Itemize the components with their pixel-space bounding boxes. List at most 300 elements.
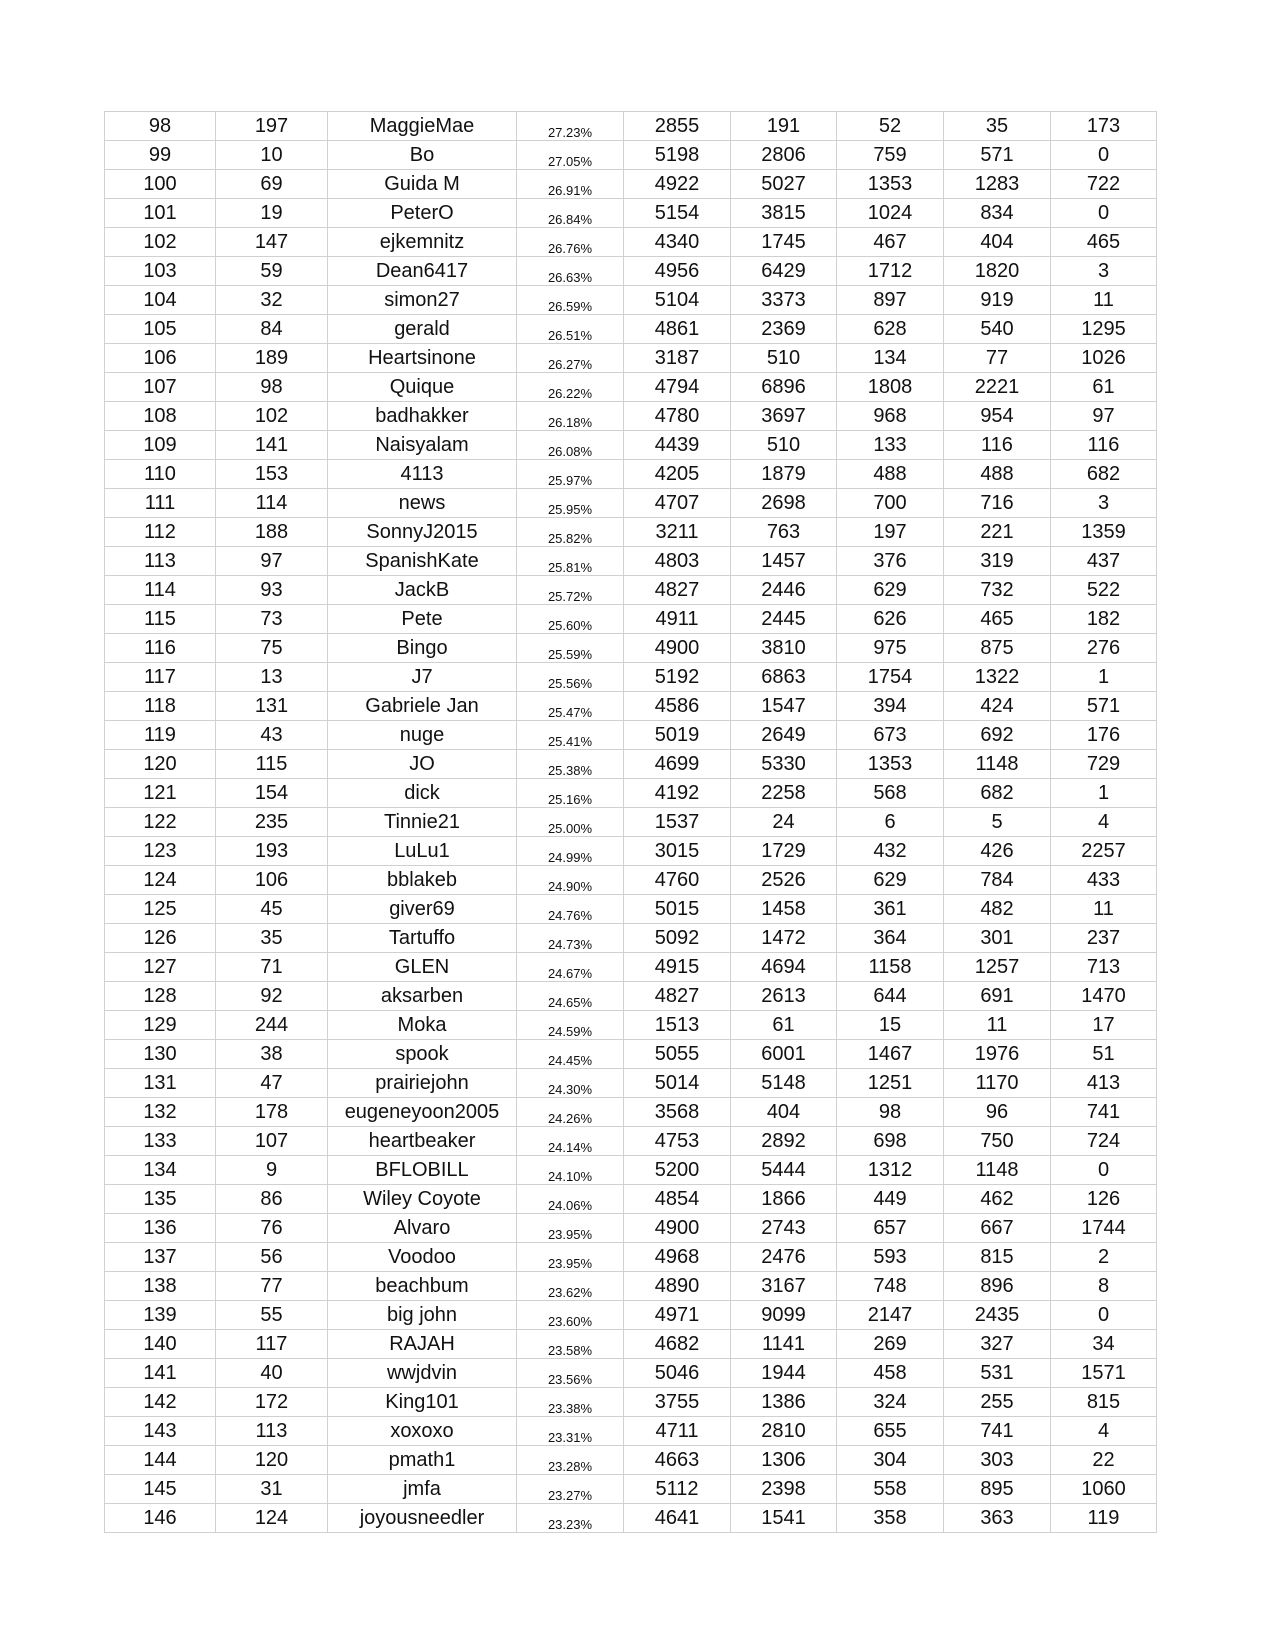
score-cell: 4780 [624,402,731,431]
count-c-cell: 919 [944,286,1051,315]
username-cell: prairiejohn [328,1069,517,1098]
count-a-cell: 5330 [731,750,837,779]
score-cell: 5014 [624,1069,731,1098]
percentage-cell: 24.99% [517,837,624,866]
prev-rank-cell: 98 [216,373,328,402]
username-cell: J7 [328,663,517,692]
percentage-cell: 26.91% [517,170,624,199]
rank-cell: 124 [105,866,216,895]
rank-cell: 100 [105,170,216,199]
count-a-cell: 2258 [731,779,837,808]
count-b-cell: 364 [837,924,944,953]
count-c-cell: 116 [944,431,1051,460]
percentage-cell: 26.84% [517,199,624,228]
username-cell: aksarben [328,982,517,1011]
rank-cell: 117 [105,663,216,692]
rank-cell: 141 [105,1359,216,1388]
table-row [105,837,1157,866]
count-b-cell: 1467 [837,1040,944,1069]
count-d-cell: 0 [1051,1156,1157,1185]
count-c-cell: 682 [944,779,1051,808]
score-cell: 4922 [624,170,731,199]
rank-cell: 119 [105,721,216,750]
count-d-cell: 22 [1051,1446,1157,1475]
score-cell: 5019 [624,721,731,750]
percentage-cell: 24.06% [517,1185,624,1214]
prev-rank-cell: 154 [216,779,328,808]
count-b-cell: 376 [837,547,944,576]
count-d-cell: 126 [1051,1185,1157,1214]
count-a-cell: 2369 [731,315,837,344]
count-d-cell: 119 [1051,1504,1157,1533]
count-a-cell: 1729 [731,837,837,866]
count-b-cell: 1312 [837,1156,944,1185]
count-b-cell: 626 [837,605,944,634]
prev-rank-cell: 117 [216,1330,328,1359]
count-d-cell: 2257 [1051,837,1157,866]
username-cell: Pete [328,605,517,634]
prev-rank-cell: 106 [216,866,328,895]
percentage-cell: 23.27% [517,1475,624,1504]
prev-rank-cell: 92 [216,982,328,1011]
rank-cell: 132 [105,1098,216,1127]
score-cell: 4915 [624,953,731,982]
username-cell: Dean6417 [328,257,517,286]
username-cell: Tinnie21 [328,808,517,837]
count-a-cell: 2445 [731,605,837,634]
count-d-cell: 2 [1051,1243,1157,1272]
rank-cell: 143 [105,1417,216,1446]
score-cell: 4956 [624,257,731,286]
score-cell: 5154 [624,199,731,228]
rank-cell: 130 [105,1040,216,1069]
count-b-cell: 593 [837,1243,944,1272]
count-c-cell: 896 [944,1272,1051,1301]
rank-cell: 98 [105,112,216,141]
count-c-cell: 482 [944,895,1051,924]
score-cell: 3187 [624,344,731,373]
percentage-cell: 23.31% [517,1417,624,1446]
count-b-cell: 488 [837,460,944,489]
rank-cell: 108 [105,402,216,431]
count-b-cell: 52 [837,112,944,141]
table-row [105,1127,1157,1156]
count-b-cell: 629 [837,866,944,895]
count-c-cell: 488 [944,460,1051,489]
count-c-cell: 2221 [944,373,1051,402]
count-b-cell: 644 [837,982,944,1011]
count-a-cell: 1458 [731,895,837,924]
score-cell: 5055 [624,1040,731,1069]
score-cell: 4707 [624,489,731,518]
count-c-cell: 327 [944,1330,1051,1359]
count-a-cell: 3373 [731,286,837,315]
percentage-cell: 24.30% [517,1069,624,1098]
count-c-cell: 691 [944,982,1051,1011]
prev-rank-cell: 59 [216,257,328,286]
table-row [105,1388,1157,1417]
count-d-cell: 437 [1051,547,1157,576]
score-cell: 3211 [624,518,731,547]
rank-cell: 113 [105,547,216,576]
username-cell: Quique [328,373,517,402]
prev-rank-cell: 55 [216,1301,328,1330]
count-a-cell: 61 [731,1011,837,1040]
table-row [105,199,1157,228]
username-cell: dick [328,779,517,808]
table-row [105,286,1157,315]
table-row [105,663,1157,692]
count-a-cell: 6896 [731,373,837,402]
count-c-cell: 319 [944,547,1051,576]
count-a-cell: 2810 [731,1417,837,1446]
username-cell: wwjdvin [328,1359,517,1388]
table-row [105,982,1157,1011]
table-row [105,344,1157,373]
count-a-cell: 2526 [731,866,837,895]
count-a-cell: 1541 [731,1504,837,1533]
count-a-cell: 2698 [731,489,837,518]
count-c-cell: 692 [944,721,1051,750]
count-d-cell: 1571 [1051,1359,1157,1388]
score-cell: 5198 [624,141,731,170]
rank-cell: 112 [105,518,216,547]
count-d-cell: 0 [1051,1301,1157,1330]
username-cell: JO [328,750,517,779]
count-b-cell: 449 [837,1185,944,1214]
score-cell: 5015 [624,895,731,924]
percentage-cell: 25.41% [517,721,624,750]
count-a-cell: 5148 [731,1069,837,1098]
prev-rank-cell: 244 [216,1011,328,1040]
percentage-cell: 24.90% [517,866,624,895]
username-cell: MaggieMae [328,112,517,141]
count-a-cell: 6001 [731,1040,837,1069]
prev-rank-cell: 120 [216,1446,328,1475]
count-b-cell: 700 [837,489,944,518]
table-row [105,402,1157,431]
count-d-cell: 4 [1051,1417,1157,1446]
username-cell: Naisyalam [328,431,517,460]
percentage-cell: 24.65% [517,982,624,1011]
rank-cell: 118 [105,692,216,721]
score-cell: 3015 [624,837,731,866]
prev-rank-cell: 197 [216,112,328,141]
count-a-cell: 2398 [731,1475,837,1504]
prev-rank-cell: 32 [216,286,328,315]
table-row [105,1011,1157,1040]
count-a-cell: 1944 [731,1359,837,1388]
count-c-cell: 1820 [944,257,1051,286]
table-row [105,1098,1157,1127]
count-c-cell: 301 [944,924,1051,953]
percentage-cell: 23.58% [517,1330,624,1359]
rank-cell: 114 [105,576,216,605]
count-c-cell: 1148 [944,750,1051,779]
prev-rank-cell: 13 [216,663,328,692]
percentage-cell: 26.27% [517,344,624,373]
percentage-cell: 23.95% [517,1243,624,1272]
percentage-cell: 25.97% [517,460,624,489]
prev-rank-cell: 97 [216,547,328,576]
rank-cell: 104 [105,286,216,315]
score-cell: 4439 [624,431,731,460]
count-a-cell: 510 [731,344,837,373]
count-b-cell: 759 [837,141,944,170]
prev-rank-cell: 31 [216,1475,328,1504]
rank-cell: 115 [105,605,216,634]
score-cell: 5046 [624,1359,731,1388]
table-row [105,866,1157,895]
username-cell: LuLu1 [328,837,517,866]
table-row [105,170,1157,199]
count-c-cell: 424 [944,692,1051,721]
count-c-cell: 96 [944,1098,1051,1127]
table-row [105,1272,1157,1301]
count-b-cell: 197 [837,518,944,547]
count-c-cell: 465 [944,605,1051,634]
score-cell: 4900 [624,1214,731,1243]
rank-cell: 106 [105,344,216,373]
table-row [105,750,1157,779]
username-cell: giver69 [328,895,517,924]
rank-cell: 145 [105,1475,216,1504]
score-cell: 4682 [624,1330,731,1359]
table-row [105,692,1157,721]
count-a-cell: 2743 [731,1214,837,1243]
count-c-cell: 1283 [944,170,1051,199]
rank-cell: 107 [105,373,216,402]
count-d-cell: 682 [1051,460,1157,489]
username-cell: PeterO [328,199,517,228]
username-cell: Wiley Coyote [328,1185,517,1214]
count-c-cell: 815 [944,1243,1051,1272]
percentage-cell: 24.59% [517,1011,624,1040]
count-b-cell: 432 [837,837,944,866]
count-b-cell: 1251 [837,1069,944,1098]
table-row [105,953,1157,982]
count-d-cell: 61 [1051,373,1157,402]
count-c-cell: 750 [944,1127,1051,1156]
score-cell: 3568 [624,1098,731,1127]
table-row [105,373,1157,402]
percentage-cell: 26.51% [517,315,624,344]
count-a-cell: 510 [731,431,837,460]
percentage-cell: 26.08% [517,431,624,460]
table-row [105,1504,1157,1533]
rank-cell: 103 [105,257,216,286]
username-cell: RAJAH [328,1330,517,1359]
prev-rank-cell: 47 [216,1069,328,1098]
percentage-cell: 25.81% [517,547,624,576]
prev-rank-cell: 153 [216,460,328,489]
prev-rank-cell: 86 [216,1185,328,1214]
count-b-cell: 1158 [837,953,944,982]
prev-rank-cell: 19 [216,199,328,228]
table-row [105,547,1157,576]
rank-cell: 144 [105,1446,216,1475]
count-c-cell: 221 [944,518,1051,547]
count-b-cell: 1808 [837,373,944,402]
count-c-cell: 426 [944,837,1051,866]
prev-rank-cell: 131 [216,692,328,721]
count-d-cell: 97 [1051,402,1157,431]
count-b-cell: 467 [837,228,944,257]
count-d-cell: 116 [1051,431,1157,460]
rank-cell: 122 [105,808,216,837]
table-body [105,112,1157,1533]
count-c-cell: 531 [944,1359,1051,1388]
table-row [105,1475,1157,1504]
username-cell: ejkemnitz [328,228,517,257]
count-d-cell: 571 [1051,692,1157,721]
count-a-cell: 2892 [731,1127,837,1156]
percentage-cell: 24.67% [517,953,624,982]
count-d-cell: 0 [1051,199,1157,228]
count-d-cell: 4 [1051,808,1157,837]
count-d-cell: 1 [1051,779,1157,808]
username-cell: big john [328,1301,517,1330]
username-cell: gerald [328,315,517,344]
percentage-cell: 23.23% [517,1504,624,1533]
count-c-cell: 875 [944,634,1051,663]
percentage-cell: 24.14% [517,1127,624,1156]
count-d-cell: 1744 [1051,1214,1157,1243]
prev-rank-cell: 9 [216,1156,328,1185]
score-cell: 5200 [624,1156,731,1185]
count-b-cell: 269 [837,1330,944,1359]
percentage-cell: 25.56% [517,663,624,692]
percentage-cell: 25.00% [517,808,624,837]
rank-cell: 128 [105,982,216,1011]
score-cell: 5092 [624,924,731,953]
count-a-cell: 191 [731,112,837,141]
count-d-cell: 8 [1051,1272,1157,1301]
count-a-cell: 3810 [731,634,837,663]
table-row [105,1301,1157,1330]
count-b-cell: 2147 [837,1301,944,1330]
prev-rank-cell: 56 [216,1243,328,1272]
prev-rank-cell: 235 [216,808,328,837]
leaderboard-table [104,111,1157,1533]
count-a-cell: 2649 [731,721,837,750]
score-cell: 4340 [624,228,731,257]
percentage-cell: 26.18% [517,402,624,431]
rank-cell: 101 [105,199,216,228]
rank-cell: 109 [105,431,216,460]
table-row [105,1214,1157,1243]
percentage-cell: 23.38% [517,1388,624,1417]
percentage-cell: 24.26% [517,1098,624,1127]
score-cell: 4794 [624,373,731,402]
score-cell: 4911 [624,605,731,634]
count-c-cell: 2435 [944,1301,1051,1330]
count-a-cell: 1472 [731,924,837,953]
table-row [105,431,1157,460]
username-cell: Gabriele Jan [328,692,517,721]
count-c-cell: 954 [944,402,1051,431]
rank-cell: 120 [105,750,216,779]
count-d-cell: 51 [1051,1040,1157,1069]
count-a-cell: 5444 [731,1156,837,1185]
rank-cell: 116 [105,634,216,663]
count-b-cell: 628 [837,315,944,344]
percentage-cell: 24.73% [517,924,624,953]
username-cell: Guida M [328,170,517,199]
rank-cell: 129 [105,1011,216,1040]
username-cell: Alvaro [328,1214,517,1243]
count-c-cell: 77 [944,344,1051,373]
percentage-cell: 25.59% [517,634,624,663]
count-b-cell: 673 [837,721,944,750]
score-cell: 1537 [624,808,731,837]
rank-cell: 139 [105,1301,216,1330]
count-c-cell: 363 [944,1504,1051,1533]
score-cell: 5192 [624,663,731,692]
username-cell: BFLOBILL [328,1156,517,1185]
percentage-cell: 23.62% [517,1272,624,1301]
count-c-cell: 784 [944,866,1051,895]
username-cell: spook [328,1040,517,1069]
count-d-cell: 1026 [1051,344,1157,373]
rank-cell: 123 [105,837,216,866]
count-d-cell: 0 [1051,141,1157,170]
table-row [105,1446,1157,1475]
percentage-cell: 23.56% [517,1359,624,1388]
score-cell: 1513 [624,1011,731,1040]
count-d-cell: 433 [1051,866,1157,895]
username-cell: Bo [328,141,517,170]
table-row [105,315,1157,344]
prev-rank-cell: 189 [216,344,328,373]
count-a-cell: 1141 [731,1330,837,1359]
count-a-cell: 2446 [731,576,837,605]
count-b-cell: 1712 [837,257,944,286]
score-cell: 3755 [624,1388,731,1417]
prev-rank-cell: 43 [216,721,328,750]
rank-cell: 126 [105,924,216,953]
count-a-cell: 9099 [731,1301,837,1330]
count-b-cell: 98 [837,1098,944,1127]
count-a-cell: 3815 [731,199,837,228]
username-cell: beachbum [328,1272,517,1301]
table-row [105,634,1157,663]
rank-cell: 146 [105,1504,216,1533]
username-cell: news [328,489,517,518]
prev-rank-cell: 172 [216,1388,328,1417]
table-row [105,1069,1157,1098]
count-d-cell: 722 [1051,170,1157,199]
rank-cell: 131 [105,1069,216,1098]
percentage-cell: 25.16% [517,779,624,808]
count-a-cell: 3167 [731,1272,837,1301]
count-d-cell: 176 [1051,721,1157,750]
count-b-cell: 1353 [837,170,944,199]
prev-rank-cell: 114 [216,489,328,518]
count-d-cell: 1 [1051,663,1157,692]
username-cell: Bingo [328,634,517,663]
count-a-cell: 4694 [731,953,837,982]
count-d-cell: 815 [1051,1388,1157,1417]
score-cell: 4711 [624,1417,731,1446]
percentage-cell: 27.23% [517,112,624,141]
count-d-cell: 741 [1051,1098,1157,1127]
count-b-cell: 1024 [837,199,944,228]
table-row [105,895,1157,924]
table-row [105,257,1157,286]
username-cell: nuge [328,721,517,750]
prev-rank-cell: 178 [216,1098,328,1127]
